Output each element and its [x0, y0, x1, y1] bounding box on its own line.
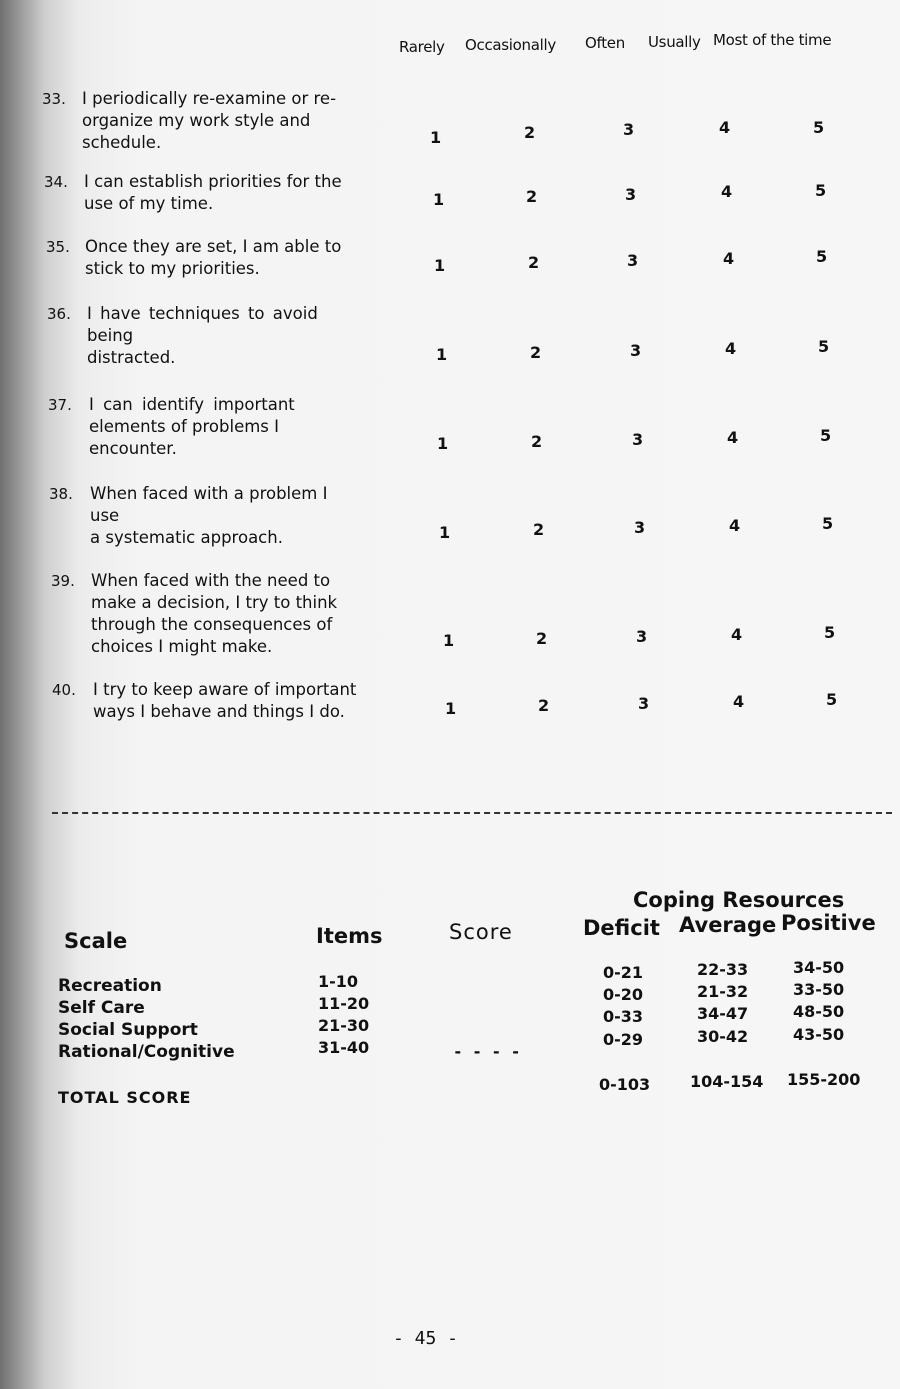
rating-option-2[interactable]: 2	[526, 187, 538, 206]
scale-cell: Rational/Cognitive	[58, 1042, 235, 1062]
average-cell: 30-42	[697, 1027, 749, 1046]
positive-cell: 48-50	[793, 1002, 845, 1021]
average-heading: Average	[679, 913, 777, 937]
question-number: 40.	[52, 681, 76, 699]
rating-option-2[interactable]: 2	[531, 432, 543, 451]
rating-option-1[interactable]: 1	[437, 434, 449, 453]
scale-cell: Social Support	[58, 1020, 198, 1040]
header-most-of-the-time: Most of the time	[713, 31, 832, 49]
rating-option-4[interactable]: 4	[729, 516, 741, 535]
average-cell: 21-32	[697, 982, 749, 1001]
rating-option-2[interactable]: 2	[538, 696, 550, 715]
items-cell: 21-30	[318, 1016, 370, 1035]
rating-option-4[interactable]: 4	[727, 428, 739, 447]
scale-heading: Scale	[64, 929, 128, 953]
question-text-line: I periodically re-examine or re-	[82, 89, 337, 108]
items-cell: 31-40	[318, 1038, 370, 1057]
rating-option-5[interactable]: 5	[820, 426, 832, 445]
header-usually: Usually	[648, 33, 701, 51]
rating-option-2[interactable]: 2	[530, 343, 542, 362]
rating-option-3[interactable]: 3	[625, 185, 637, 204]
question-number: 38.	[49, 485, 73, 503]
rating-option-5[interactable]: 5	[813, 118, 825, 137]
total-score-label: TOTAL SCORE	[58, 1088, 192, 1107]
question-text-line: Once they are set, I am able to	[85, 237, 342, 256]
rating-option-5[interactable]: 5	[816, 247, 828, 266]
rating-option-1[interactable]: 1	[433, 190, 445, 209]
rating-option-5[interactable]: 5	[824, 623, 836, 642]
rating-option-4[interactable]: 4	[719, 118, 731, 137]
question-text-line: When faced with the need to	[91, 571, 331, 590]
question-number: 35.	[46, 238, 70, 256]
question-text-line: being	[87, 326, 134, 345]
coping-resources-title: Coping Resources	[633, 888, 845, 912]
score-blank: - - - -	[453, 1042, 521, 1061]
rating-option-4[interactable]: 4	[731, 625, 743, 644]
scale-cell: Self Care	[58, 998, 145, 1018]
question-number: 37.	[48, 396, 72, 414]
question-text-line: ways I behave and things I do.	[93, 702, 345, 721]
rating-option-2[interactable]: 2	[536, 629, 548, 648]
question-text-line: stick to my priorities.	[85, 259, 260, 278]
rating-option-4[interactable]: 4	[723, 249, 735, 268]
total-deficit: 0-103	[599, 1075, 651, 1094]
question-text-line: elements of problems I	[89, 417, 280, 436]
question-text-line: When faced with a problem I	[90, 484, 328, 503]
positive-cell: 33-50	[793, 980, 845, 999]
rating-option-3[interactable]: 3	[627, 251, 639, 270]
dashed-divider	[52, 812, 892, 814]
question-text-line: through the consequences of	[91, 615, 333, 634]
page-number: - 45 -	[393, 1328, 459, 1349]
rating-option-5[interactable]: 5	[818, 337, 830, 356]
question-text-line: use of my time.	[84, 194, 214, 213]
header-occasionally: Occasionally	[465, 36, 556, 54]
rating-option-4[interactable]: 4	[733, 692, 745, 711]
rating-option-4[interactable]: 4	[725, 339, 737, 358]
score-heading: Score	[449, 920, 513, 944]
question-text-line: choices I might make.	[91, 637, 273, 656]
question-text-line: I have techniques to avoid	[87, 304, 318, 323]
items-cell: 11-20	[318, 994, 370, 1013]
question-text-line: encounter.	[89, 439, 177, 458]
average-cell: 34-47	[697, 1004, 749, 1023]
rating-option-1[interactable]: 1	[439, 523, 451, 542]
deficit-heading: Deficit	[583, 916, 660, 940]
total-positive: 155-200	[787, 1070, 861, 1089]
total-average: 104-154	[690, 1072, 764, 1091]
positive-cell: 34-50	[793, 958, 845, 977]
rating-option-3[interactable]: 3	[636, 627, 648, 646]
rating-option-4[interactable]: 4	[721, 182, 733, 201]
rating-option-2[interactable]: 2	[524, 123, 536, 142]
rating-option-3[interactable]: 3	[630, 341, 642, 360]
rating-option-3[interactable]: 3	[634, 518, 646, 537]
question-number: 34.	[44, 173, 68, 191]
question-text-line: schedule.	[82, 133, 162, 152]
question-number: 36.	[47, 305, 71, 323]
rating-option-3[interactable]: 3	[632, 430, 644, 449]
question-text-line: a systematic approach.	[90, 528, 283, 547]
scale-cell: Recreation	[58, 976, 162, 996]
question-text-line: I can identify important	[89, 395, 295, 414]
deficit-cell: 0-29	[603, 1030, 644, 1049]
header-often: Often	[585, 34, 625, 52]
rating-option-5[interactable]: 5	[815, 181, 827, 200]
rating-option-5[interactable]: 5	[822, 514, 834, 533]
deficit-cell: 0-33	[603, 1007, 644, 1026]
rating-option-1[interactable]: 1	[430, 128, 442, 147]
header-rarely: Rarely	[399, 38, 445, 56]
positive-heading: Positive	[781, 911, 876, 935]
rating-option-5[interactable]: 5	[826, 690, 838, 709]
question-text-line: I try to keep aware of important	[93, 680, 357, 699]
rating-option-2[interactable]: 2	[528, 253, 540, 272]
question-text-line: I can establish priorities for the	[84, 172, 342, 191]
rating-option-3[interactable]: 3	[623, 120, 635, 139]
deficit-cell: 0-21	[603, 963, 644, 982]
rating-option-1[interactable]: 1	[445, 699, 457, 718]
items-cell: 1-10	[318, 972, 359, 991]
deficit-cell: 0-20	[603, 985, 644, 1004]
question-number: 39.	[51, 572, 75, 590]
rating-option-1[interactable]: 1	[443, 631, 455, 650]
rating-option-1[interactable]: 1	[434, 256, 446, 275]
rating-option-3[interactable]: 3	[638, 694, 650, 713]
rating-option-2[interactable]: 2	[533, 520, 545, 539]
question-text-line: use	[90, 506, 120, 525]
question-text-line: organize my work style and	[82, 111, 311, 130]
items-heading: Items	[316, 924, 383, 948]
rating-option-1[interactable]: 1	[436, 345, 448, 364]
average-cell: 22-33	[697, 960, 749, 979]
question-text-line: distracted.	[87, 348, 176, 367]
positive-cell: 43-50	[793, 1025, 845, 1044]
question-number: 33.	[42, 90, 66, 108]
question-text-line: make a decision, I try to think	[91, 593, 338, 612]
